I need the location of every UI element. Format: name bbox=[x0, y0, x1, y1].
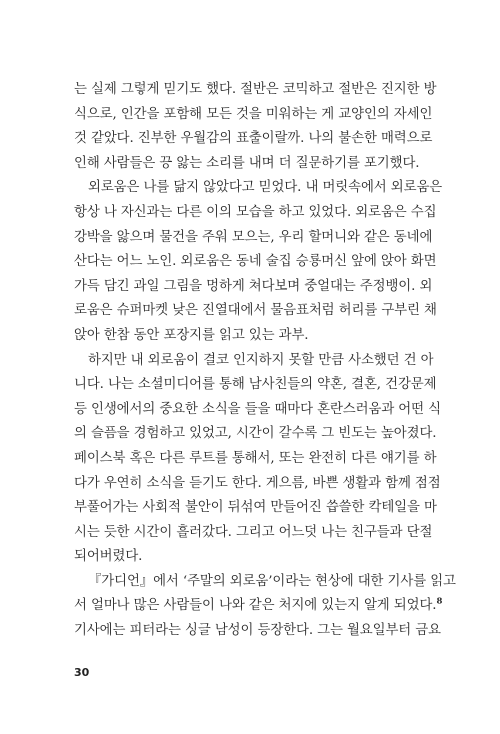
text-line: 인해 사람들은 끙 앓는 소리를 내며 더 질문하기를 포기했다. bbox=[74, 155, 420, 171]
text-line: 는 실제 그렇게 믿기도 했다. 절반은 코믹하고 절반은 진지한 방 bbox=[74, 82, 437, 97]
text-line: 부풀어가는 사회적 불안이 뒤섞여 만들어진 씁쓸한 칵테일을 마 bbox=[74, 500, 437, 516]
text-line: 『가디언』에서 ‘주말의 외로움’이라는 현상에 대한 기사를 읽고 bbox=[88, 573, 456, 589]
text-line: 되어버렸다. bbox=[74, 549, 143, 565]
text-line: 것 같았다. 진부한 우월감의 표출이랄까. 나의 불손한 매력으로 bbox=[74, 131, 433, 147]
text-line: 가득 담긴 과일 그림을 멍하게 쳐다보며 중얼대는 주정뱅이. 외 bbox=[74, 278, 433, 294]
text-line: 등 인생에서의 중요한 소식을 들을 때마다 혼란스러움과 어떤 식 bbox=[74, 401, 441, 417]
text-line: 강박을 앓으며 물건을 주워 모으는, 우리 할머니와 같은 동네에 bbox=[74, 229, 433, 245]
text-line: 시는 듯한 시간이 흘러갔다. 그리고 어느덧 나는 친구들과 단절 bbox=[74, 524, 433, 540]
text-line: 앉아 한참 동안 포장지를 읽고 있는 과부. bbox=[74, 327, 309, 343]
text-line: 다가 우연히 소식을 듣기도 한다. 게으름, 바쁜 생활과 함께 점점 bbox=[74, 475, 441, 491]
text-line: 의 슬픔을 경험하고 있었고, 시간이 갈수록 그 빈도는 높아졌다. bbox=[74, 426, 437, 442]
text-line-with-footnote bbox=[74, 594, 443, 619]
text-line-content: 서 얼마나 많은 사람들이 나와 같은 처지에 있는지 알게 되었다. bbox=[74, 598, 437, 614]
text-line: 산다는 어느 노인. 외로움은 동네 술집 승룡머신 앞에 앉아 화면 bbox=[74, 254, 437, 270]
text-line: 하지만 내 외로움이 결코 인지하지 못할 만큼 사소했던 건 아 bbox=[88, 352, 434, 368]
text-line: 식으로, 인간을 포함해 모든 것을 미워하는 게 교양인의 자세인 bbox=[74, 106, 433, 122]
text-line: 로움은 슈퍼마켓 낮은 진열대에서 물음표처럼 허리를 구부린 채 bbox=[74, 303, 437, 319]
text-line: 기사에는 피터라는 싱글 남성이 등장한다. 그는 월요일부터 금요 bbox=[74, 623, 441, 639]
footnote-marker[interactable]: 8 bbox=[436, 597, 443, 607]
body-text bbox=[74, 78, 456, 644]
page-number: 30 bbox=[74, 666, 90, 679]
text-line: 항상 나 자신과는 다른 이의 모습을 하고 있었다. 외로움은 수집 bbox=[74, 204, 437, 220]
text-line: 니다. 나는 소셜미디어를 통해 남사친들의 약혼, 결혼, 건강문제 bbox=[74, 377, 437, 393]
text-line: 외로움은 나를 닮지 않았다고 믿었다. 내 머릿속에서 외로움은 bbox=[88, 180, 443, 196]
text-line: 페이스북 혹은 다른 루트를 통해서, 또는 완전히 다른 얘기를 하 bbox=[74, 450, 437, 466]
